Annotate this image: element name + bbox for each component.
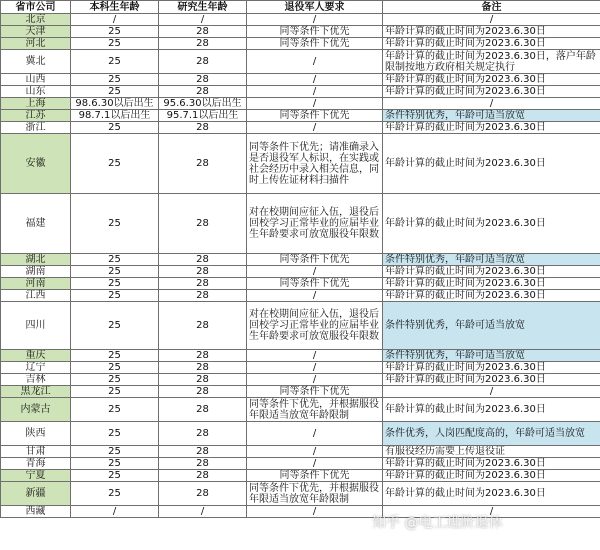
cell-master-age: 28: [159, 470, 247, 482]
table-row: [1, 470, 600, 482]
cell-master-age: 28: [159, 422, 247, 446]
cell-master-age: 28: [159, 446, 247, 458]
table-row: [1, 134, 600, 194]
cell-veteran-requirement: /: [247, 446, 383, 458]
cell-bachelor-age: 25: [71, 266, 159, 278]
cell-province: 江苏: [1, 110, 71, 122]
header-note: 备注: [383, 1, 600, 14]
cell-note: 年龄计算的截止时间为2023.6.30日，落户年龄限制按地方政府相关规定执行: [383, 50, 600, 74]
cell-bachelor-age: /: [71, 14, 159, 26]
cell-veteran-requirement: 同等条件下优先: [247, 470, 383, 482]
cell-bachelor-age: 25: [71, 194, 159, 254]
cell-province: 安徽: [1, 134, 71, 194]
cell-province: 湖北: [1, 254, 71, 266]
table-row: [1, 446, 600, 458]
cell-master-age: 95.6.30以后出生: [159, 98, 247, 110]
cell-province: 吉林: [1, 374, 71, 386]
cell-bachelor-age: 25: [71, 386, 159, 398]
cell-bachelor-age: 25: [71, 26, 159, 38]
cell-master-age: 28: [159, 398, 247, 422]
cell-note: 年龄计算的截止时间为2023.6.30日: [383, 86, 600, 98]
cell-bachelor-age: 25: [71, 362, 159, 374]
cell-note: 年龄计算的截止时间为2023.6.30日: [383, 482, 600, 506]
table-row: [1, 254, 600, 266]
cell-bachelor-age: 25: [71, 290, 159, 302]
cell-veteran-requirement: 同等条件下优先: [247, 386, 383, 398]
cell-province: 冀北: [1, 50, 71, 74]
table-row: [1, 122, 600, 134]
cell-veteran-requirement: /: [247, 74, 383, 86]
cell-master-age: /: [159, 506, 247, 518]
cell-province: 河北: [1, 38, 71, 50]
cell-province: 福建: [1, 194, 71, 254]
table-row: [1, 422, 600, 446]
cell-note: 年龄计算的截止时间为2023.6.30日: [383, 278, 600, 290]
cell-master-age: 28: [159, 74, 247, 86]
cell-note: 年龄计算的截止时间为2023.6.30日: [383, 26, 600, 38]
cell-veteran-requirement: 同等条件下优先: [247, 26, 383, 38]
cell-veteran-requirement: /: [247, 50, 383, 74]
table-row: [1, 506, 600, 518]
cell-province: 天津: [1, 26, 71, 38]
table-row: [1, 290, 600, 302]
cell-master-age: 95.7.1以后出生: [159, 110, 247, 122]
cell-bachelor-age: 25: [71, 134, 159, 194]
watermark-text: 知乎 @电工进阶退休: [372, 515, 503, 531]
cell-province: 北京: [1, 14, 71, 26]
cell-note: 年龄计算的截止时间为2023.6.30日: [383, 458, 600, 470]
cell-master-age: 28: [159, 50, 247, 74]
table-row: [1, 194, 600, 254]
cell-master-age: 28: [159, 458, 247, 470]
cell-province: 辽宁: [1, 362, 71, 374]
cell-veteran-requirement: 同等条件下优先，并根据服役年限适当放宽年龄限制: [247, 398, 383, 422]
cell-province: 浙江: [1, 122, 71, 134]
cell-note: /: [383, 98, 600, 110]
cell-province: 青海: [1, 458, 71, 470]
cell-master-age: 28: [159, 374, 247, 386]
cell-master-age: 28: [159, 254, 247, 266]
cell-province: 甘肃: [1, 446, 71, 458]
cell-veteran-requirement: /: [247, 86, 383, 98]
cell-master-age: 28: [159, 26, 247, 38]
cell-veteran-requirement: /: [247, 266, 383, 278]
header-row: [1, 1, 600, 14]
cell-master-age: 28: [159, 350, 247, 362]
cell-veteran-requirement: 同等条件下优先: [247, 38, 383, 50]
cell-bachelor-age: 25: [71, 374, 159, 386]
cell-province: 西藏: [1, 506, 71, 518]
table-row: [1, 386, 600, 398]
cell-note: 年龄计算的截止时间为2023.6.30日: [383, 374, 600, 386]
header-province: 省市公司: [1, 1, 71, 14]
cell-master-age: 28: [159, 290, 247, 302]
cell-note: 条件特别优秀，年龄可适当放宽: [383, 302, 600, 350]
cell-veteran-requirement: /: [247, 290, 383, 302]
cell-bachelor-age: 25: [71, 458, 159, 470]
cell-province: 内蒙古: [1, 398, 71, 422]
cell-province: 湖南: [1, 266, 71, 278]
cell-bachelor-age: 25: [71, 470, 159, 482]
table-row: [1, 74, 600, 86]
cell-note: /: [383, 506, 600, 518]
table-row: [1, 362, 600, 374]
cell-note: 年龄计算的截止时间为2023.6.30日: [383, 38, 600, 50]
cell-province: 江西: [1, 290, 71, 302]
cell-veteran-requirement: /: [247, 122, 383, 134]
table-row: [1, 482, 600, 506]
cell-veteran-requirement: 同等条件下优先；请准确录入是否退役军人标识，在实践或社会经历中录入相关信息，同时上传佐证材料扫描件: [247, 134, 383, 194]
cell-master-age: 28: [159, 278, 247, 290]
cell-bachelor-age: 25: [71, 122, 159, 134]
cell-note: 年龄计算的截止时间为2023.6.30日: [383, 134, 600, 194]
header-master-age: 研究生年龄: [159, 1, 247, 14]
header-veteran-requirement: 退役军人要求: [247, 1, 383, 14]
cell-master-age: 28: [159, 482, 247, 506]
cell-master-age: 28: [159, 386, 247, 398]
cell-veteran-requirement: /: [247, 362, 383, 374]
cell-bachelor-age: 25: [71, 422, 159, 446]
cell-bachelor-age: 25: [71, 86, 159, 98]
cell-veteran-requirement: 同等条件下优先: [247, 110, 383, 122]
cell-bachelor-age: 25: [71, 74, 159, 86]
cell-master-age: /: [159, 14, 247, 26]
header-bachelor-age: 本科生年龄: [71, 1, 159, 14]
cell-master-age: 28: [159, 266, 247, 278]
cell-note: 年龄计算的截止时间为2023.6.30日: [383, 398, 600, 422]
cell-veteran-requirement: 对在校期间应征入伍，退役后回校学习正常毕业的应届毕业生年龄要求可放宽服役年限数: [247, 194, 383, 254]
table-row: [1, 14, 600, 26]
cell-veteran-requirement: /: [247, 350, 383, 362]
table-row: [1, 98, 600, 110]
cell-note: /: [383, 386, 600, 398]
cell-note: 条件特别优秀，年龄可适当放宽: [383, 350, 600, 362]
table-row: [1, 374, 600, 386]
cell-bachelor-age: 25: [71, 482, 159, 506]
table-row: [1, 38, 600, 50]
table-row: [1, 110, 600, 122]
cell-province: 上海: [1, 98, 71, 110]
table-row: [1, 266, 600, 278]
cell-note: 年龄计算的截止时间为2023.6.30日: [383, 290, 600, 302]
cell-province: 河南: [1, 278, 71, 290]
table-row: [1, 50, 600, 74]
cell-note: 年龄计算的截止时间为2023.6.30日: [383, 194, 600, 254]
cell-bachelor-age: 25: [71, 398, 159, 422]
cell-veteran-requirement: 同等条件下优先: [247, 278, 383, 290]
cell-veteran-requirement: /: [247, 374, 383, 386]
table-row: [1, 350, 600, 362]
cell-bachelor-age: 25: [71, 278, 159, 290]
cell-master-age: 28: [159, 86, 247, 98]
cell-bachelor-age: 25: [71, 302, 159, 350]
cell-bachelor-age: 98.7.1以后出生: [71, 110, 159, 122]
cell-note: 年龄计算的截止时间为2023.6.30日: [383, 266, 600, 278]
cell-note: 年龄计算的截止时间为2023.6.30日: [383, 74, 600, 86]
cell-veteran-requirement: /: [247, 506, 383, 518]
cell-note: 年龄计算的截止时间为2023.6.30日: [383, 470, 600, 482]
cell-master-age: 28: [159, 122, 247, 134]
cell-master-age: 28: [159, 38, 247, 50]
cell-veteran-requirement: 同等条件下优先: [247, 254, 383, 266]
cell-note: 年龄计算的截止时间为2023.6.30日: [383, 362, 600, 374]
cell-bachelor-age: 25: [71, 350, 159, 362]
cell-master-age: 28: [159, 194, 247, 254]
cell-note: 年龄计算的截止时间为2023.6.30日: [383, 122, 600, 134]
cell-province: 山西: [1, 74, 71, 86]
cell-veteran-requirement: 同等条件下优先，并根据服役年限适当放宽年龄限制: [247, 482, 383, 506]
table-row: [1, 302, 600, 350]
cell-province: 黑龙江: [1, 386, 71, 398]
cell-bachelor-age: 25: [71, 254, 159, 266]
cell-province: 四川: [1, 302, 71, 350]
cell-master-age: 28: [159, 134, 247, 194]
cell-note: /: [383, 14, 600, 26]
cell-veteran-requirement: /: [247, 422, 383, 446]
table-row: [1, 86, 600, 98]
cell-bachelor-age: 25: [71, 38, 159, 50]
cell-note: 条件优秀，人岗匹配度高的，年龄可适当放宽: [383, 422, 600, 446]
cell-master-age: 28: [159, 362, 247, 374]
cell-note: 条件特别优秀，年龄可适当放宽: [383, 254, 600, 266]
cell-bachelor-age: 98.6.30以后出生: [71, 98, 159, 110]
cell-note: 有服役经历需要上传退役证: [383, 446, 600, 458]
table-row: [1, 278, 600, 290]
cell-province: 新疆: [1, 482, 71, 506]
cell-bachelor-age: /: [71, 506, 159, 518]
cell-note: 条件特别优秀，年龄可适当放宽: [383, 110, 600, 122]
cell-province: 宁夏: [1, 470, 71, 482]
cell-bachelor-age: 25: [71, 446, 159, 458]
cell-veteran-requirement: 对在校期间应征入伍，退役后回校学习正常毕业的应届毕业生年龄要求可放宽服役年限数: [247, 302, 383, 350]
cell-veteran-requirement: /: [247, 14, 383, 26]
cell-veteran-requirement: /: [247, 98, 383, 110]
cell-province: 重庆: [1, 350, 71, 362]
cell-veteran-requirement: /: [247, 458, 383, 470]
table-body: [1, 14, 600, 518]
cell-bachelor-age: 25: [71, 50, 159, 74]
cell-master-age: 28: [159, 302, 247, 350]
cell-province: 陕西: [1, 422, 71, 446]
cell-province: 山东: [1, 86, 71, 98]
table-row: [1, 398, 600, 422]
table-row: [1, 458, 600, 470]
table-row: [1, 26, 600, 38]
